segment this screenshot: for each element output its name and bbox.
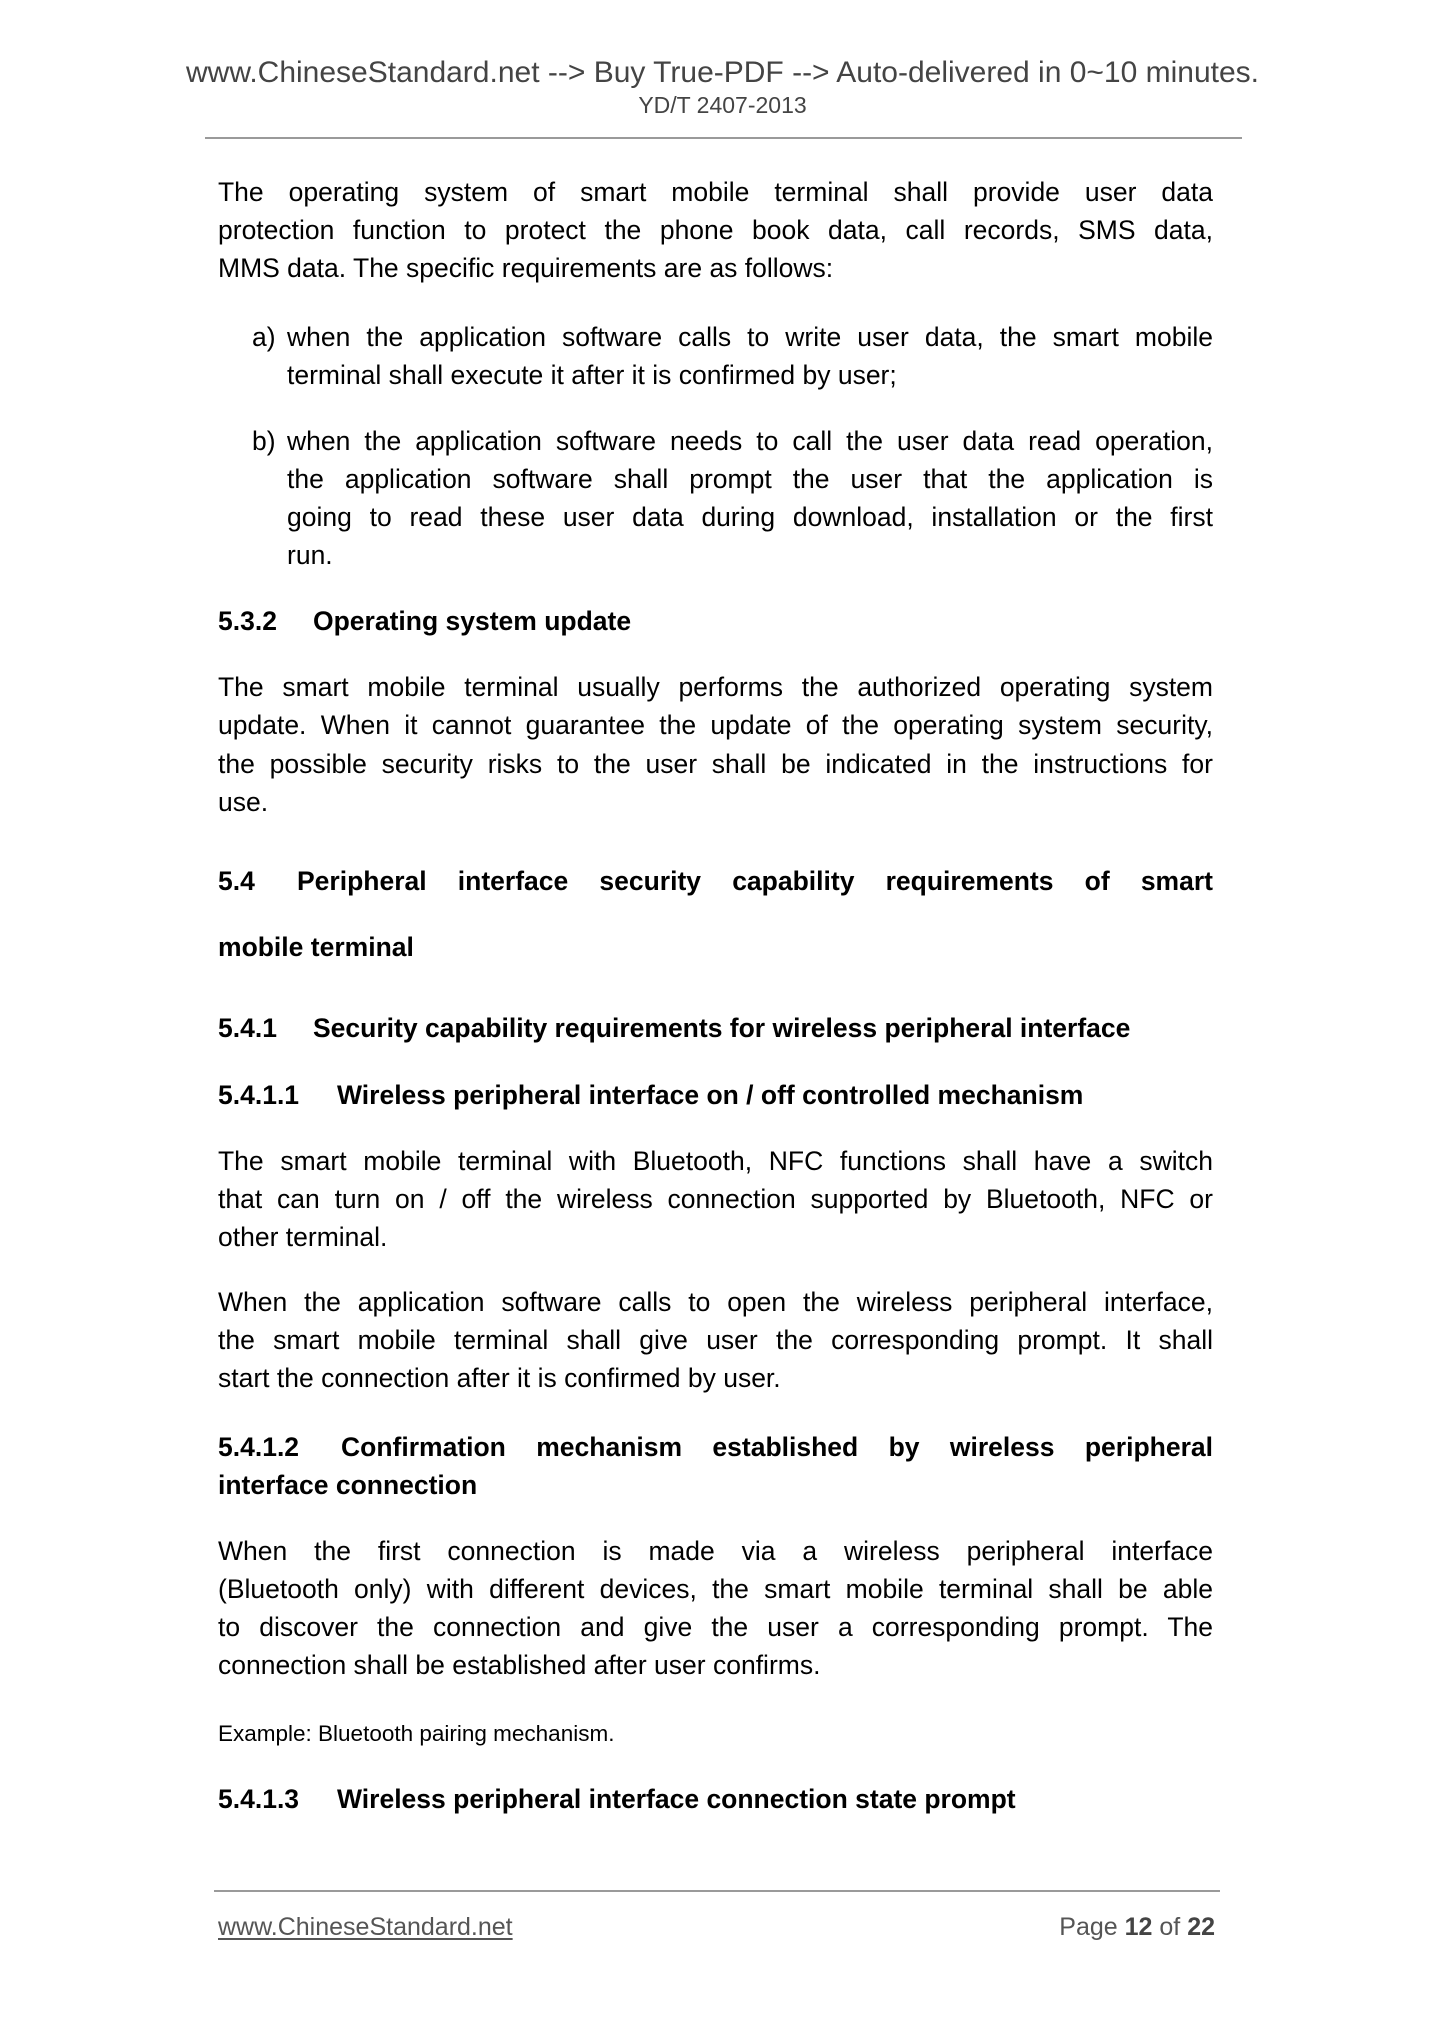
header-divider [205,137,1242,139]
section-title-5-4-cont: mobile terminal [218,932,414,962]
footer-website-link[interactable]: www.ChineseStandard.net [218,1913,513,1941]
list-item-a-line: terminal shall execute it after it is confirmed by user; [287,360,897,390]
example-note: Example: Bluetooth pairing mechanism. [218,1721,615,1746]
intro-line: protection function to protect the phone book data, call records, SMS data, [218,215,1213,245]
section-5-4-1-1-para2-line: start the connection after it is confirmed by user. [218,1363,781,1393]
section-5-4-1-2-line: When the first connection is made via a wireless peripheral interface [218,1536,1213,1566]
intro-line: The operating system of smart mobile terminal shall provide user data [218,177,1213,207]
section-title-5-4-1-2: Confirmation mechanism established by wireless peripheral [341,1432,1213,1462]
section-5-4-1-1-para2-line: the smart mobile terminal shall give user the corresponding prompt. It shall [218,1325,1213,1355]
page-label: Page [1059,1913,1118,1941]
section-5-3-2-line: The smart mobile terminal usually performs the authorized operating system [218,672,1213,702]
section-5-3-2-line: update. When it cannot guarantee the update of the operating system security, [218,710,1213,740]
section-title-5-4: Peripheral interface security capability requirements of smart [297,866,1213,896]
footer-divider [214,1890,1220,1892]
section-number-5-4-1: 5.4.1 [218,1013,277,1043]
section-title-5-4-1-1: Wireless peripheral interface on / off controlled mechanism [337,1080,1084,1110]
page-total: 22 [1187,1913,1215,1941]
section-5-3-2-line: use. [218,787,269,817]
section-5-4-1-2-line: to discover the connection and give the user a corresponding prompt. The [218,1612,1213,1642]
list-marker-b: b) [252,426,276,456]
standard-code: YD/T 2407-2013 [638,92,807,118]
page-of-label: of [1159,1913,1181,1941]
section-title-5-4-1-2-cont: interface connection [218,1470,478,1500]
list-item-b-line: when the application software needs to call the user data read operation, [287,426,1213,456]
section-title-5-4-1: Security capability requirements for wireless peripheral interface [313,1013,1131,1043]
section-5-4-1-1-para1-line: that can turn on / off the wireless connection supported by Bluetooth, NFC or [218,1184,1213,1214]
section-number-5-4-1-1: 5.4.1.1 [218,1080,300,1110]
section-5-4-1-2-line: connection shall be established after user confirms. [218,1650,821,1680]
section-5-3-2-line: the possible security risks to the user shall be indicated in the instructions for [218,749,1213,779]
list-marker-a: a) [252,322,276,352]
list-item-b-line: the application software shall prompt the user that the application is [287,464,1213,494]
section-5-4-1-1-para2-line: When the application software calls to open the wireless peripheral interface, [218,1287,1213,1317]
list-item-b-line: going to read these user data during download, installation or the first [287,502,1213,532]
section-number-5-3-2: 5.3.2 [218,606,277,636]
list-item-a-line: when the application software calls to write user data, the smart mobile [287,322,1213,352]
section-number-5-4: 5.4 [218,866,255,896]
section-title-5-4-1-3: Wireless peripheral interface connection state prompt [337,1784,1016,1814]
section-number-5-4-1-3: 5.4.1.3 [218,1784,300,1814]
page-indicator [1059,1912,1215,1942]
section-number-5-4-1-2: 5.4.1.2 [218,1432,300,1462]
section-title-5-3-2: Operating system update [313,606,632,636]
section-5-4-1-1-para1-line: other terminal. [218,1222,388,1252]
list-item-b-line: run. [287,540,333,570]
header-banner: www.ChineseStandard.net --> Buy True-PDF --> Auto-delivered in 0~10 minutes. [185,56,1260,89]
section-5-4-1-1-para1-line: The smart mobile terminal with Bluetooth, NFC functions shall have a switch [218,1146,1213,1176]
section-5-4-1-2-line: (Bluetooth only) with different devices, the smart mobile terminal shall be able [218,1574,1213,1604]
page-current: 12 [1124,1913,1153,1941]
intro-line: MMS data. The specific requirements are as follows: [218,253,834,283]
